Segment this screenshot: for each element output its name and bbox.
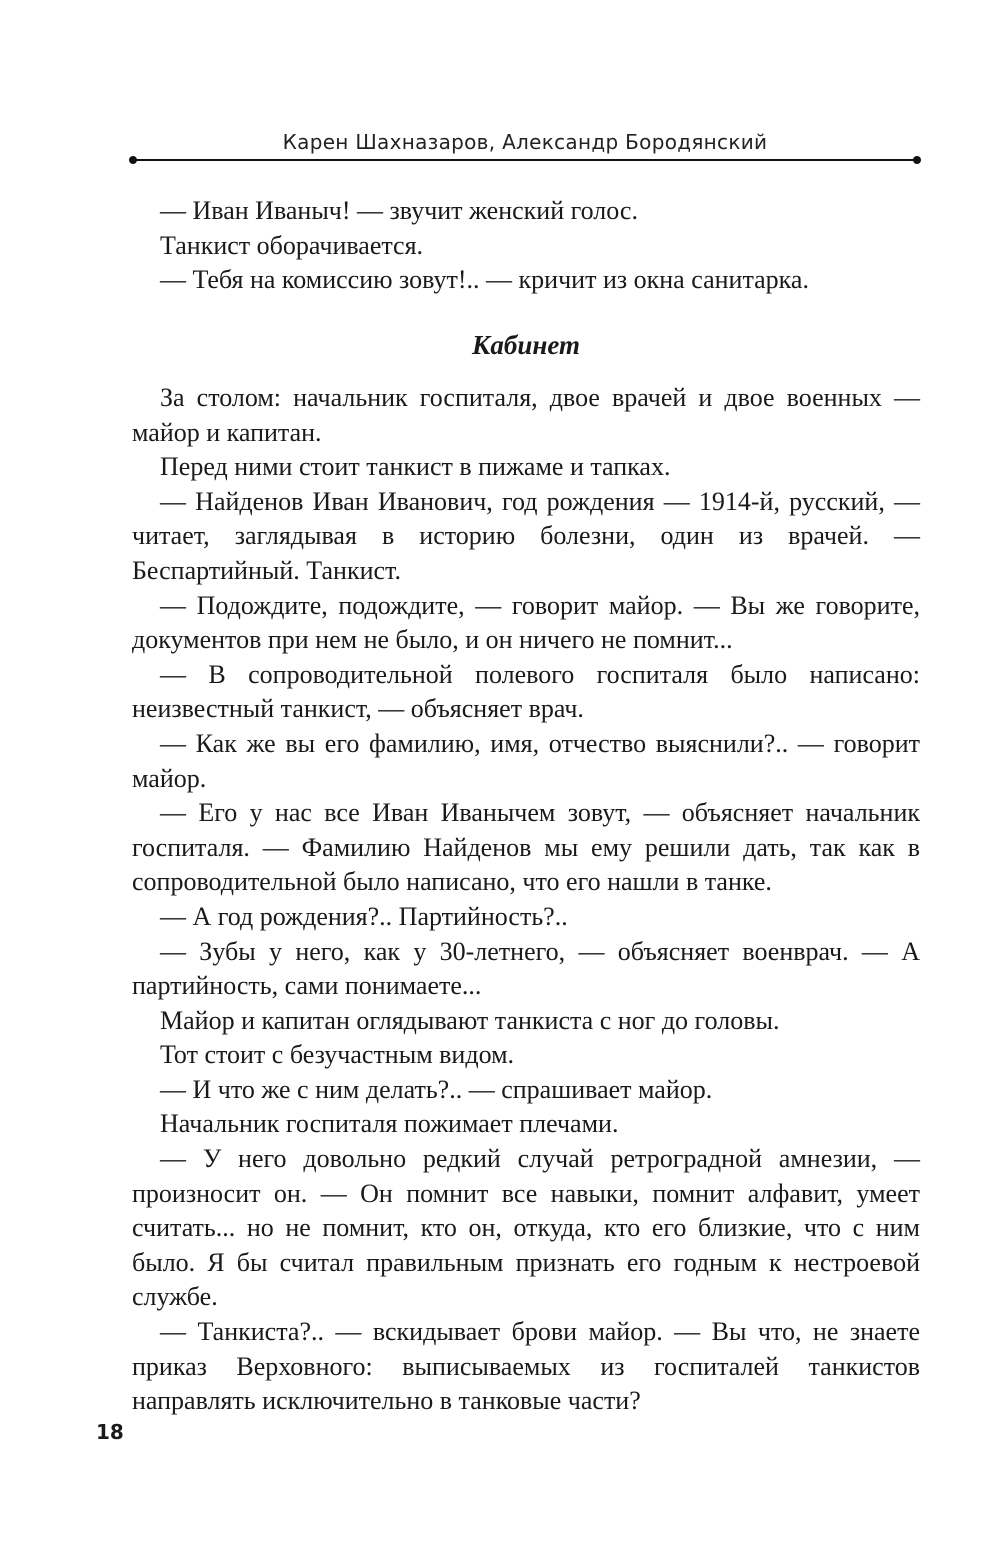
paragraph: — Подождите, подождите, — говорит майор. — Вы же говорите, документов при нем не было, и он ничего не помнит... bbox=[132, 590, 920, 655]
paragraph: Тот стоит с безучастным видом. bbox=[160, 1040, 515, 1070]
paragraph: — Иван Иваныч! — звучит женский голос. bbox=[160, 196, 638, 225]
header-rule bbox=[133, 159, 917, 161]
paragraph: — Как же вы его фамилию, имя, отчество выяснили?.. — говорит майор. bbox=[132, 728, 920, 793]
section-title: Кабинет bbox=[472, 330, 580, 360]
header-rule-dot-right bbox=[913, 156, 921, 164]
paragraph: — А год рождения?.. Партийность?.. bbox=[160, 901, 568, 931]
paragraph: — Танкиста?.. — вскидывает брови майор. — Вы что, не знаете приказ Верховного: выписываемых из госпиталей танкистов направлять исключительно в танковые части? bbox=[132, 1317, 920, 1416]
paragraph: — Тебя на комиссию зовут!.. — кричит из окна санитарка. bbox=[160, 265, 809, 295]
page-number: 18 bbox=[96, 1420, 124, 1444]
paragraph: Танкист оборачивается. bbox=[160, 230, 424, 260]
paragraph: — Найденов Иван Иванович, год рождения — 1914-й, русский, — читает, заглядывая в историю болезни, один из врачей. — Беспартийный. Танкист. bbox=[132, 486, 920, 585]
paragraph: — Зубы у него, как у 30-летнего, — объясняет военврач. — А партийность, сами понимаете... bbox=[132, 936, 920, 1001]
paragraph: — Его у нас все Иван Иванычем зовут, — объясняет начальник госпиталя. — Фамилию Найденов мы ему решили дать, так как в сопроводительной было написано, что его нашли в танке. bbox=[132, 798, 920, 897]
paragraph: Майор и капитан оглядывают танкиста с ног до головы. bbox=[160, 1005, 780, 1035]
section-body bbox=[132, 381, 920, 1419]
paragraph: — И что же с ним делать?.. — спрашивает майор. bbox=[160, 1074, 713, 1104]
paragraph: Перед ними стоит танкист в пижаме и тапках. bbox=[160, 452, 671, 482]
opening-dialogue bbox=[132, 194, 920, 298]
running-header: Карен Шахназаров, Александр Бородянский bbox=[282, 130, 768, 154]
paragraph: — В сопроводительной полевого госпиталя было написано: неизвестный танкист, — объясняет врач. bbox=[132, 659, 920, 724]
paragraph: За столом: начальник госпиталя, двое врачей и двое военных — майор и капитан. bbox=[132, 383, 920, 447]
paragraph: Начальник госпиталя пожимает плечами. bbox=[160, 1109, 619, 1139]
paragraph: — У него довольно редкий случай ретроградной амнезии, — произносит он. — Он помнит все навыки, помнит алфавит, умеет считать... но не помнит, кто он, откуда, кто его близкие, что с ним было. Я бы считал правильным признать его годным к нестроевой службе. bbox=[132, 1144, 920, 1312]
